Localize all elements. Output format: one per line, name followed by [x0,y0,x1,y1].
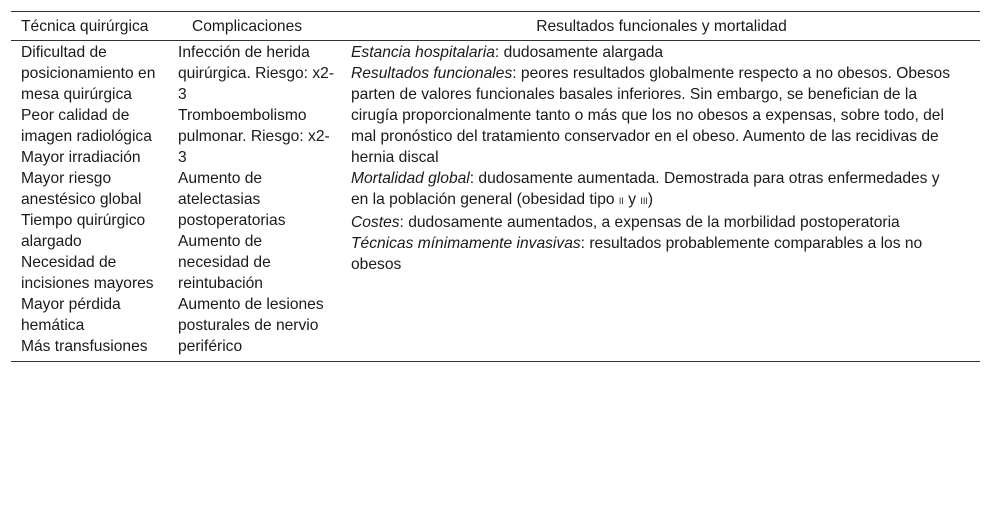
tecnica-item: Necesidad de incisiones mayores [21,254,154,292]
resultado-text: : dudosamente alargada [494,44,664,61]
resultado-label: Resultados funcionales [351,65,513,82]
resultado-text: : peores resultados globalmente respecto a no obesos. Obesos parten de valores funcionales basales inferiores. Sin embargo, se benefician de la cirugía proporcionalmente tanto o más que los no obesos a expensas, sobre todo, del mal pronóstico del tratamiento conservador en el obeso. Aumento de las recidivas de hernia discal [351,65,951,166]
tecnica-item: Peor calidad de imagen radiológica [21,107,152,145]
complicacion-item: Infección de herida quirúrgica. Riesgo: x2-3 [178,44,335,103]
resultado-mortalidad [351,168,960,212]
tecnica-item: Mayor irradiación [21,149,141,166]
tecnica-item: Más transfusiones [21,338,148,355]
obesity-surgery-table [11,11,980,362]
complicacion-item: Tromboembolismo pulmonar. Riesgo: x2-3 [178,107,330,166]
tecnica-item: Mayor pérdida hemática [21,296,121,334]
resultado-label: Técnicas mínimamente invasivas [351,235,581,252]
header-tecnica: Técnica quirúrgica [11,12,168,41]
resultado-text: : dudosamente aumentada. Demostrada para otras enfermedades y en la población general (obesidad tipo [351,170,940,208]
resultado-tecnicas [351,233,960,275]
complicaciones-cell [168,41,343,362]
resultado-label: Mortalidad global [351,170,470,187]
resultado-text: : dudosamente aumentados, a expensas de la morbilidad postoperatoria [399,214,900,231]
resultado-close: ) [647,191,654,208]
header-complicaciones: Complicaciones [168,12,343,41]
resultado-costes [351,212,960,233]
resultado-label: Costes [351,214,400,231]
complicacion-item: Aumento de necesidad de reintubación [178,233,271,292]
resultado-text: : resultados probablemente comparables a los no obesos [351,235,923,273]
results-table [11,12,980,361]
resultado-estancia [351,42,960,63]
table-row [11,41,980,362]
header-resultados: Resultados funcionales y mortalidad [343,12,980,41]
resultado-label: Estancia hospitalaria [351,44,495,61]
resultado-conj: y [623,191,641,208]
tecnica-item: Mayor riesgo anestésico global [21,170,142,208]
complicacion-item: Aumento de lesiones posturales de nervio periférico [178,296,324,355]
resultado-funcionales [351,63,960,168]
header-row [11,12,980,41]
obesidad-tipo-ii: II [618,196,624,206]
tecnica-item: Dificultad de posicionamiento en mesa quirúrgica [21,44,156,103]
tecnica-cell [11,41,168,362]
tecnica-item: Tiempo quirúrgico alargado [21,212,146,250]
resultados-cell [343,41,980,362]
obesidad-tipo-iii: III [640,196,648,206]
complicacion-item: Aumento de atelectasias postoperatorias [178,170,286,229]
